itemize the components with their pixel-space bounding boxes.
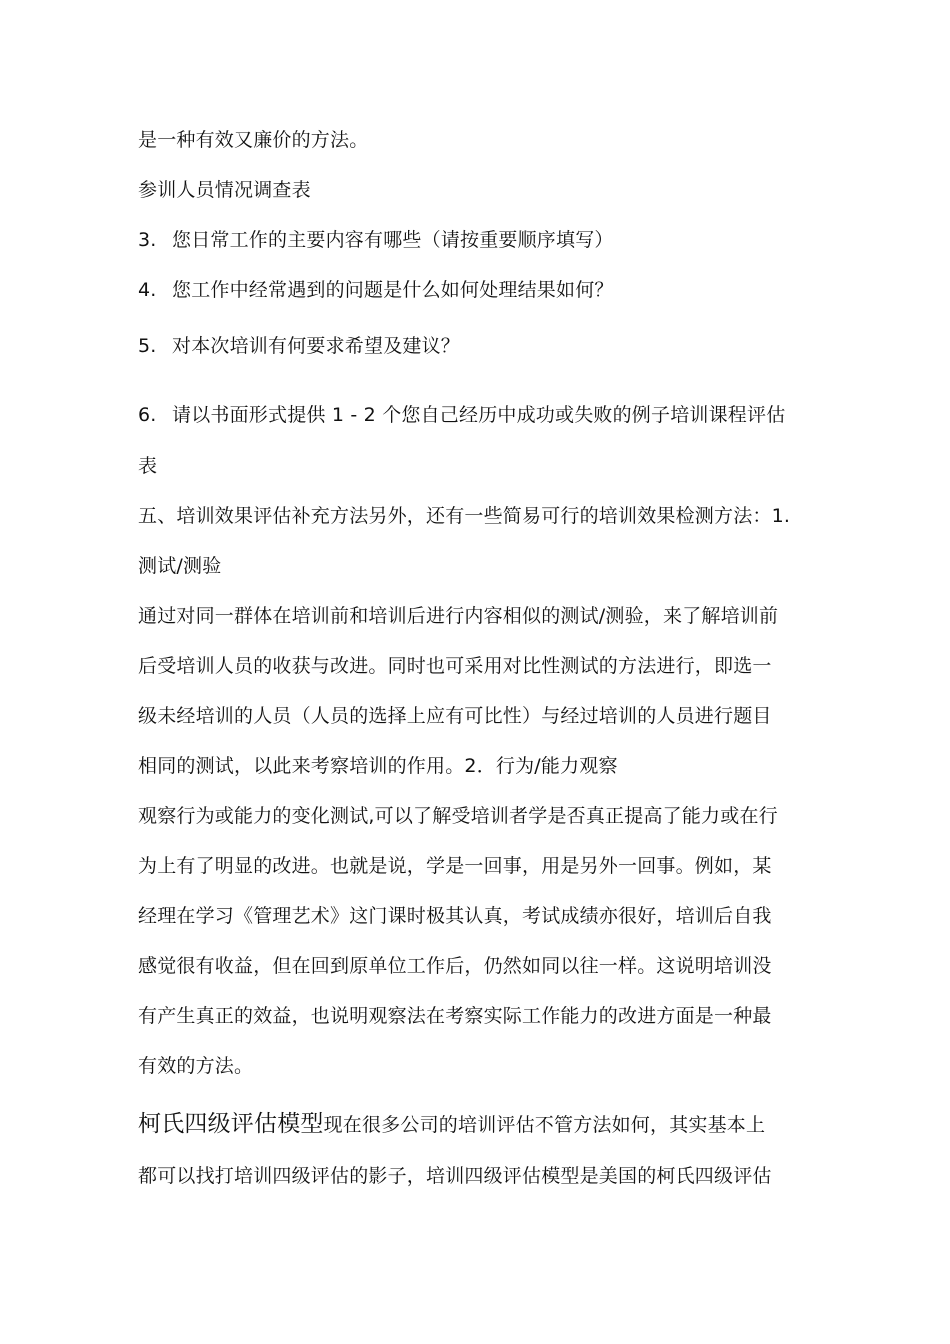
text-line: 是一种有效又廉价的方法。 (138, 129, 369, 151)
model-paragraph-line (138, 1112, 765, 1137)
survey-question-6 (138, 403, 785, 427)
model-text: 现在很多公司的培训评估不管方法如何，其实基本上 (323, 1114, 766, 1136)
section-heading-5: 五、培训效果评估补充方法另外，还有一些简易可行的培训效果检测方法：1. (138, 505, 791, 527)
question-number: 3. (138, 229, 157, 251)
question-text: 您工作中经常遇到的问题是什么如何处理结果如何？ (172, 279, 614, 301)
paragraph-line: 相同的测试，以此来考察培训的作用。2．行为/能力观察 (138, 755, 618, 777)
model-heading: 柯氏四级评估模型 (138, 1111, 324, 1137)
paragraph-line: 为上有了明显的改进。也就是说，学是一回事，用是另外一回事。例如，某 (138, 855, 772, 877)
subsection-heading-test: 测试/测验 (138, 555, 222, 577)
survey-title: 参训人员情况调查表 (138, 179, 311, 201)
paragraph-line: 有效的方法。 (138, 1055, 254, 1077)
paragraph-line: 观察行为或能力的变化测试,可以了解受培训者学是否真正提高了能力或在行 (138, 805, 778, 827)
paragraph-line: 有产生真正的效益，也说明观察法在考察实际工作能力的改进方面是一种最 (138, 1005, 772, 1027)
question-number: 6. (138, 404, 157, 426)
question-text: 您日常工作的主要内容有哪些（请按重要顺序填写） (172, 229, 614, 251)
paragraph-line: 经理在学习《管理艺术》这门课时极其认真，考试成绩亦很好，培训后自我 (138, 905, 772, 927)
question-text: 对本次培训有何要求希望及建议？ (172, 335, 461, 357)
paragraph-line: 通过对同一群体在培训前和培训后进行内容相似的测试/测验，来了解培训前 (138, 605, 779, 627)
paragraph-line: 后受培训人员的收获与改进。同时也可采用对比性测试的方法进行，即选一 (138, 655, 772, 677)
survey-question-4 (138, 278, 614, 302)
text-line: 表 (138, 455, 158, 477)
paragraph-line: 都可以找打培训四级评估的影子，培训四级评估模型是美国的柯氏四级评估 (138, 1165, 772, 1187)
question-number: 4. (138, 279, 157, 301)
question-text: 请以书面形式提供 1 - 2 个您自己经历中成功或失败的例子培训课程评估 (172, 404, 786, 426)
survey-question-3 (138, 228, 614, 252)
question-number: 5. (138, 335, 157, 357)
paragraph-line: 感觉很有收益，但在回到原单位工作后，仍然如同以往一样。这说明培训没 (138, 955, 772, 977)
paragraph-line: 级未经培训的人员（人员的选择上应有可比性）与经过培训的人员进行题目 (138, 705, 772, 727)
survey-question-5 (138, 334, 460, 358)
